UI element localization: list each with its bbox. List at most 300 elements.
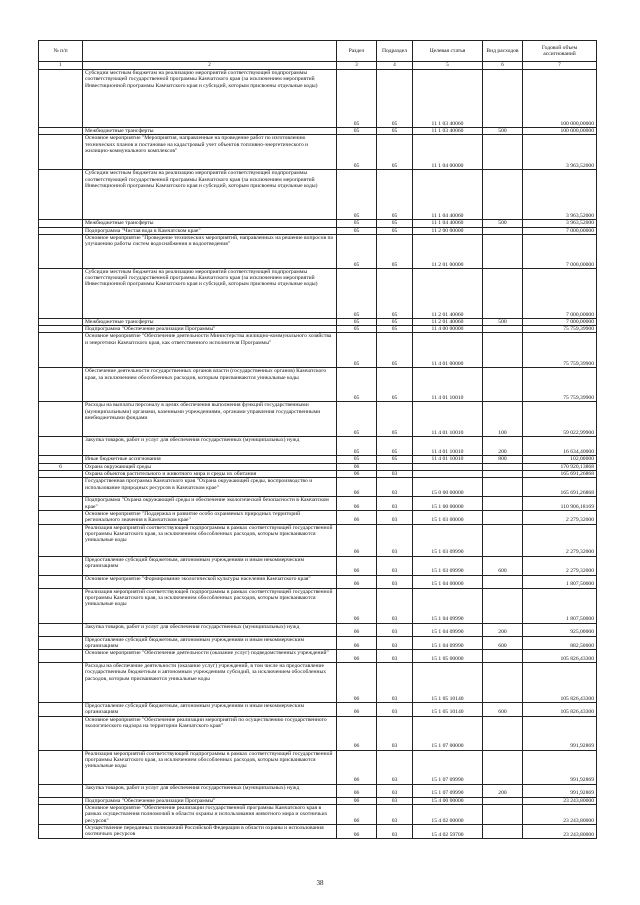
row-amount: 75 759,39900 xyxy=(523,368,597,402)
row-amount: 100 000,00000 xyxy=(523,128,597,135)
row-name: Охрана окружающей среды xyxy=(83,463,337,470)
row-article: 11 2 01 40060 xyxy=(413,268,483,318)
table-row xyxy=(39,588,597,623)
row-num xyxy=(39,234,83,268)
row-amount: 100 000,00000 xyxy=(523,70,597,128)
table-row xyxy=(39,497,597,511)
row-name: Основное мероприятие "Обеспечение деятельности Министерства жилищно-коммунального хозяйства и энергетики Камчатского края, как ответственного исполнителя Программы" xyxy=(83,333,337,368)
row-amount: 59 022,99900 xyxy=(523,402,597,437)
header-type: Вид расходов xyxy=(483,41,523,62)
row-subsection: 03 xyxy=(377,663,413,703)
column-number: 5 xyxy=(413,62,483,70)
row-section: 06 xyxy=(337,805,377,825)
row-article: 11 1 03 40060 xyxy=(413,128,483,135)
row-article: 11 1 04 40060 xyxy=(413,220,483,227)
row-name: Обеспечение деятельности государственных органов власти (государственных органов) Камчатского края, за исключением обособленных расходов, которым присваиваются уникальные коды xyxy=(83,368,337,402)
row-article: 15 1 05 10140 xyxy=(413,703,483,717)
row-subsection: 03 xyxy=(377,750,413,784)
row-subsection xyxy=(377,463,413,470)
row-article: 15 1 03 09990 xyxy=(413,524,483,556)
row-num xyxy=(39,784,83,797)
row-num xyxy=(39,703,83,717)
row-article xyxy=(413,471,483,478)
row-name: Предоставление субсидий бюджетным, автономным учреждениям и иным некоммерческим организациям xyxy=(83,703,337,717)
row-expense-type: 200 xyxy=(483,784,523,797)
table-row xyxy=(39,623,597,636)
row-section: 06 xyxy=(337,471,377,478)
column-number: 4 xyxy=(377,62,413,70)
row-amount: 882,50000 xyxy=(523,636,597,650)
row-num: 6 xyxy=(39,463,83,470)
row-num xyxy=(39,326,83,333)
table-row xyxy=(39,227,597,234)
row-expense-type: 500 xyxy=(483,128,523,135)
column-number: 1 xyxy=(39,62,83,70)
row-expense-type xyxy=(483,70,523,128)
table-row xyxy=(39,825,597,839)
row-section: 06 xyxy=(337,478,377,497)
row-article: 15 1 04 09990 xyxy=(413,588,483,623)
row-name: Основное мероприятие "Формирование экологической культуры населения Камчатского края" xyxy=(83,575,337,588)
row-section: 06 xyxy=(337,463,377,470)
row-name: Основное мероприятие "Обеспечение деятельности (оказание услуг) подведомственных учреждений" xyxy=(83,650,337,663)
row-subsection: 05 xyxy=(377,234,413,268)
row-num xyxy=(39,636,83,650)
row-article: 15 1 03 09990 xyxy=(413,556,483,575)
row-num xyxy=(39,70,83,128)
row-expense-type: 100 xyxy=(483,402,523,437)
row-article: 15 0 00 00000 xyxy=(413,478,483,497)
row-name: Подпрограмма "Чистая вода в Камчатском крае" xyxy=(83,227,337,234)
header-subsection: Подраздел xyxy=(377,41,413,62)
row-section: 05 xyxy=(337,437,377,456)
row-amount: 75 759,39900 xyxy=(523,326,597,333)
row-subsection: 03 xyxy=(377,478,413,497)
row-subsection: 03 xyxy=(377,784,413,797)
row-num xyxy=(39,471,83,478)
row-subsection: 03 xyxy=(377,497,413,511)
row-expense-type: 600 xyxy=(483,703,523,717)
row-expense-type xyxy=(483,333,523,368)
budget-table-container xyxy=(38,40,596,839)
row-expense-type xyxy=(483,663,523,703)
row-name: Межбюджетные трансферты xyxy=(83,318,337,325)
table-row xyxy=(39,575,597,588)
row-name: Предоставление субсидий бюджетным, автономным учреждениям и иным некоммерческим организациям xyxy=(83,636,337,650)
row-num xyxy=(39,368,83,402)
row-amount: 2 279,32000 xyxy=(523,524,597,556)
row-name: Государственная программа Камчатского края "Охрана окружающей среды, воспроизводство и использование природных ресурсов в Камчатском крае" xyxy=(83,478,337,497)
row-section: 06 xyxy=(337,784,377,797)
table-row xyxy=(39,805,597,825)
row-num xyxy=(39,805,83,825)
row-amount: 170 920,13868 xyxy=(523,463,597,470)
row-amount: 105 826,43300 xyxy=(523,650,597,663)
row-subsection: 05 xyxy=(377,326,413,333)
row-subsection: 05 xyxy=(377,170,413,220)
row-section: 05 xyxy=(337,402,377,437)
row-subsection: 05 xyxy=(377,268,413,318)
row-amount: 1 807,50000 xyxy=(523,575,597,588)
row-num xyxy=(39,333,83,368)
row-section: 05 xyxy=(337,456,377,463)
row-section: 05 xyxy=(337,333,377,368)
table-row xyxy=(39,556,597,575)
row-num xyxy=(39,556,83,575)
row-amount: 925,00000 xyxy=(523,623,597,636)
row-amount: 165 691,26868 xyxy=(523,478,597,497)
row-amount: 1 807,50000 xyxy=(523,588,597,623)
table-row xyxy=(39,784,597,797)
row-amount: 23 243,80000 xyxy=(523,825,597,839)
row-subsection: 03 xyxy=(377,510,413,524)
row-num xyxy=(39,227,83,234)
row-subsection: 05 xyxy=(377,220,413,227)
row-subsection: 05 xyxy=(377,318,413,325)
table-row xyxy=(39,135,597,170)
row-name: Межбюджетные трансферты xyxy=(83,128,337,135)
table-row xyxy=(39,797,597,804)
column-number: 7 xyxy=(523,62,597,70)
row-expense-type: 200 xyxy=(483,623,523,636)
row-name: Основное мероприятие "Мероприятия, направленные на проведение работ по изготовлению технических планов и постановке на кадастровый учет объектов топливно-энергетического и жилищно-коммунального комплексов" xyxy=(83,135,337,170)
table-body xyxy=(39,70,597,839)
row-article xyxy=(413,463,483,470)
row-name: Осуществление переданных полномочий Российской Федерации в области охраны и использования охотничьих ресурсов xyxy=(83,825,337,839)
row-num xyxy=(39,318,83,325)
row-expense-type xyxy=(483,326,523,333)
row-name: Реализация мероприятий соответствующей подпрограммы в рамках соответствующей государственной программы Камчатского края, за исключением обособленных расходов, которым присваиваются уникальные коды xyxy=(83,750,337,784)
table-row xyxy=(39,463,597,470)
row-section: 06 xyxy=(337,497,377,511)
table-row xyxy=(39,471,597,478)
row-section: 05 xyxy=(337,220,377,227)
table-row xyxy=(39,268,597,318)
row-article: 15 1 00 00000 xyxy=(413,497,483,511)
row-amount: 105 826,43300 xyxy=(523,703,597,717)
row-expense-type xyxy=(483,368,523,402)
row-amount: 2 279,32000 xyxy=(523,510,597,524)
table-row xyxy=(39,716,597,750)
row-article: 15 4 02 00000 xyxy=(413,805,483,825)
row-num xyxy=(39,497,83,511)
row-subsection: 05 xyxy=(377,456,413,463)
row-article: 15 1 03 00000 xyxy=(413,510,483,524)
row-article: 11 2 00 00000 xyxy=(413,227,483,234)
row-subsection: 05 xyxy=(377,128,413,135)
row-name: Закупка товаров, работ и услуг для обеспечения государственных (муниципальных) нужд xyxy=(83,437,337,456)
table-row xyxy=(39,636,597,650)
row-section: 06 xyxy=(337,716,377,750)
row-num xyxy=(39,663,83,703)
table-header-row xyxy=(39,41,597,62)
row-subsection: 03 xyxy=(377,650,413,663)
row-section: 06 xyxy=(337,588,377,623)
row-article: 11 2 01 40060 xyxy=(413,318,483,325)
row-amount: 165 691,26868 xyxy=(523,471,597,478)
row-amount: 7 000,00000 xyxy=(523,268,597,318)
row-section: 06 xyxy=(337,703,377,717)
row-subsection: 03 xyxy=(377,556,413,575)
row-num xyxy=(39,623,83,636)
row-name: Охрана объектов растительного и животного мира и среды их обитания xyxy=(83,471,337,478)
row-article: 11 4 01 00000 xyxy=(413,333,483,368)
row-amount: 23 243,80000 xyxy=(523,805,597,825)
row-article: 15 1 07 09990 xyxy=(413,784,483,797)
row-section: 06 xyxy=(337,750,377,784)
row-name: Межбюджетные трансферты xyxy=(83,220,337,227)
column-number: 6 xyxy=(483,62,523,70)
row-num xyxy=(39,650,83,663)
header-article: Целевая статья xyxy=(413,41,483,62)
row-num xyxy=(39,220,83,227)
column-number: 3 xyxy=(337,62,377,70)
row-article: 15 1 05 00000 xyxy=(413,650,483,663)
row-expense-type xyxy=(483,510,523,524)
row-name: Реализация мероприятий соответствующей подпрограммы в рамках соответствующей государственной программы Камчатского края, за исключением обособленных расходов, которым присваиваются уникальные коды xyxy=(83,524,337,556)
row-amount: 3 963,52000 xyxy=(523,135,597,170)
row-article: 15 1 07 00000 xyxy=(413,716,483,750)
row-subsection: 03 xyxy=(377,636,413,650)
row-subsection: 03 xyxy=(377,575,413,588)
row-article: 11 1 04 40060 xyxy=(413,170,483,220)
row-expense-type xyxy=(483,478,523,497)
row-article: 11 4 01 10010 xyxy=(413,402,483,437)
row-article: 11 4 00 00000 xyxy=(413,326,483,333)
row-expense-type xyxy=(483,170,523,220)
row-subsection: 03 xyxy=(377,805,413,825)
row-subsection: 05 xyxy=(377,70,413,128)
row-subsection: 05 xyxy=(377,368,413,402)
row-expense-type xyxy=(483,234,523,268)
row-num xyxy=(39,588,83,623)
row-expense-type xyxy=(483,750,523,784)
row-num xyxy=(39,797,83,804)
row-name: Подпрограмма "Обеспечение реализации Программы" xyxy=(83,326,337,333)
table-row xyxy=(39,128,597,135)
row-subsection: 03 xyxy=(377,623,413,636)
row-section: 05 xyxy=(337,135,377,170)
row-amount: 105 826,43300 xyxy=(523,663,597,703)
row-article: 11 4 01 10010 xyxy=(413,456,483,463)
row-section: 06 xyxy=(337,650,377,663)
row-num xyxy=(39,456,83,463)
row-section: 06 xyxy=(337,524,377,556)
row-name: Субсидии местным бюджетам на реализацию мероприятий соответствующей подпрограммы соответствующей государственной программы Камчатского края (за исключением мероприятий Инвестиционной программы Камчатского края и субсидий, которым присвоены отдельные коды) xyxy=(83,170,337,220)
row-num xyxy=(39,716,83,750)
row-name: Подпрограмма "Обеспечение реализации Программы" xyxy=(83,797,337,804)
row-expense-type xyxy=(483,524,523,556)
row-name: Расходы на выплаты персоналу в целях обеспечения выполнения функций государственными (муниципальными) органами, казенными учреждениями, органами управления государственными внебюджетными фондами xyxy=(83,402,337,437)
row-section: 06 xyxy=(337,825,377,839)
row-article: 11 2 01 00000 xyxy=(413,234,483,268)
row-num xyxy=(39,268,83,318)
table-row xyxy=(39,170,597,220)
row-expense-type xyxy=(483,716,523,750)
row-article: 15 1 04 09990 xyxy=(413,623,483,636)
row-amount: 7 000,00000 xyxy=(523,227,597,234)
row-expense-type: 500 xyxy=(483,220,523,227)
row-article: 15 4 02 59700 xyxy=(413,825,483,839)
row-subsection: 03 xyxy=(377,471,413,478)
table-column-number-row xyxy=(39,62,597,70)
row-amount: 991,92869 xyxy=(523,784,597,797)
row-subsection: 03 xyxy=(377,703,413,717)
row-num xyxy=(39,478,83,497)
row-expense-type xyxy=(483,463,523,470)
table-row xyxy=(39,70,597,128)
budget-allocation-table xyxy=(38,40,597,839)
table-row xyxy=(39,456,597,463)
row-name: Закупка товаров, работ и услуг для обеспечения государственных (муниципальных) нужд xyxy=(83,623,337,636)
row-subsection: 05 xyxy=(377,333,413,368)
table-row xyxy=(39,220,597,227)
row-num xyxy=(39,524,83,556)
table-row xyxy=(39,478,597,497)
table-row xyxy=(39,333,597,368)
row-section: 05 xyxy=(337,170,377,220)
row-section: 06 xyxy=(337,575,377,588)
row-section: 05 xyxy=(337,70,377,128)
row-name: Иные бюджетные ассигнования xyxy=(83,456,337,463)
row-section: 05 xyxy=(337,326,377,333)
row-name: Реализация мероприятий соответствующей подпрограммы в рамках соответствующей государственной программы Камчатского края, за исключением обособленных расходов, которым присваиваются уникальные коды xyxy=(83,588,337,623)
row-subsection: 05 xyxy=(377,402,413,437)
row-section: 05 xyxy=(337,318,377,325)
row-num xyxy=(39,402,83,437)
row-article: 11 1 04 00000 xyxy=(413,135,483,170)
row-amount: 2 279,32000 xyxy=(523,556,597,575)
row-section: 06 xyxy=(337,623,377,636)
table-row xyxy=(39,402,597,437)
table-row xyxy=(39,437,597,456)
table-row xyxy=(39,318,597,325)
row-section: 06 xyxy=(337,510,377,524)
row-article: 15 1 07 09990 xyxy=(413,750,483,784)
row-num xyxy=(39,128,83,135)
row-expense-type xyxy=(483,227,523,234)
row-amount: 110 906,18169 xyxy=(523,497,597,511)
row-section: 06 xyxy=(337,636,377,650)
table-row xyxy=(39,234,597,268)
row-name: Подпрограмма "Охрана окружающей среды и обеспечение экологической безопасности в Камчатском крае" xyxy=(83,497,337,511)
row-num xyxy=(39,170,83,220)
row-article: 11 4 01 10010 xyxy=(413,437,483,456)
header-section: Раздел xyxy=(337,41,377,62)
row-amount: 3 963,52000 xyxy=(523,220,597,227)
header-amount: Годовой объем ассигнований xyxy=(523,41,597,62)
row-num xyxy=(39,575,83,588)
row-section: 06 xyxy=(337,663,377,703)
table-row xyxy=(39,750,597,784)
table-row xyxy=(39,703,597,717)
row-subsection: 05 xyxy=(377,135,413,170)
row-section: 05 xyxy=(337,234,377,268)
row-subsection: 03 xyxy=(377,588,413,623)
row-name: Основное мероприятие "Поддержка и развитие особо охраняемых природных территорий регионального значения в Камчатском крае" xyxy=(83,510,337,524)
row-expense-type: 600 xyxy=(483,636,523,650)
row-section: 06 xyxy=(337,797,377,804)
row-amount: 3 963,52000 xyxy=(523,170,597,220)
row-name: Основное мероприятие "Обеспечение реализации мероприятий по осуществлению государственного экологического надзора на территории Камчатского края" xyxy=(83,716,337,750)
row-amount: 23 243,80000 xyxy=(523,797,597,804)
table-row xyxy=(39,510,597,524)
row-expense-type: 200 xyxy=(483,437,523,456)
table-row xyxy=(39,663,597,703)
row-subsection: 05 xyxy=(377,437,413,456)
row-num xyxy=(39,825,83,839)
row-subsection: 03 xyxy=(377,716,413,750)
row-amount: 7 000,00000 xyxy=(523,318,597,325)
row-name: Основное мероприятие "Обеспечение реализации государственной программы Камчатского края в рамках осуществления полномочий в области охраны и использования животного мира и охотничьих ресурсов" xyxy=(83,805,337,825)
row-article: 11 1 03 40060 xyxy=(413,70,483,128)
row-section: 05 xyxy=(337,227,377,234)
column-number: 2 xyxy=(83,62,337,70)
row-expense-type xyxy=(483,588,523,623)
row-subsection: 03 xyxy=(377,524,413,556)
row-name: Закупка товаров, работ и услуг для обеспечения государственных (муниципальных) нужд xyxy=(83,784,337,797)
table-row xyxy=(39,650,597,663)
row-expense-type xyxy=(483,797,523,804)
row-section: 05 xyxy=(337,128,377,135)
row-expense-type xyxy=(483,825,523,839)
row-name: Основное мероприятие "Проведение технических мероприятий, направленных на решение вопросов по улучшению работы систем водоснабжения и водоотведения" xyxy=(83,234,337,268)
row-expense-type: 600 xyxy=(483,556,523,575)
row-amount: 7 000,00000 xyxy=(523,234,597,268)
row-expense-type: 500 xyxy=(483,318,523,325)
row-expense-type xyxy=(483,575,523,588)
row-article: 15 4 00 00000 xyxy=(413,797,483,804)
row-num xyxy=(39,510,83,524)
row-article: 15 1 04 09990 xyxy=(413,636,483,650)
page-number: 38 xyxy=(316,879,324,887)
row-expense-type xyxy=(483,497,523,511)
row-amount: 16 634,40000 xyxy=(523,437,597,456)
row-subsection: 03 xyxy=(377,825,413,839)
row-name: Предоставление субсидий бюджетным, автономным учреждениям и иным некоммерческим организациям xyxy=(83,556,337,575)
header-name xyxy=(83,41,337,62)
row-name: Расходы на обеспечение деятельности (оказание услуг) учреждений, в том числе на предоставление государственным бюджетным и автономным учреждениям субсидий, за исключением обособленных расходов, которым присваиваются уникальные коды xyxy=(83,663,337,703)
row-expense-type xyxy=(483,135,523,170)
row-expense-type xyxy=(483,471,523,478)
row-expense-type xyxy=(483,805,523,825)
row-expense-type: 800 xyxy=(483,456,523,463)
row-num xyxy=(39,750,83,784)
row-amount: 102,00000 xyxy=(523,456,597,463)
row-num xyxy=(39,437,83,456)
row-section: 05 xyxy=(337,268,377,318)
header-num: № п/п xyxy=(39,41,83,62)
row-expense-type xyxy=(483,268,523,318)
table-row xyxy=(39,368,597,402)
row-section: 05 xyxy=(337,368,377,402)
table-row xyxy=(39,524,597,556)
row-subsection: 05 xyxy=(377,227,413,234)
row-amount: 75 759,39900 xyxy=(523,333,597,368)
row-article: 11 4 01 10010 xyxy=(413,368,483,402)
row-expense-type xyxy=(483,650,523,663)
row-name: Субсидии местным бюджетам на реализацию мероприятий соответствующей подпрограммы соответствующей государственной программы Камчатского края (за исключением мероприятий Инвестиционной программы Камчатского края и субсидий, которым присвоены отдельные коды) xyxy=(83,70,337,128)
row-amount: 991,92869 xyxy=(523,750,597,784)
row-section: 06 xyxy=(337,556,377,575)
row-amount: 991,92869 xyxy=(523,716,597,750)
row-article: 15 1 04 00000 xyxy=(413,575,483,588)
row-article: 15 1 05 10140 xyxy=(413,663,483,703)
table-row xyxy=(39,326,597,333)
row-subsection: 03 xyxy=(377,797,413,804)
row-num xyxy=(39,135,83,170)
row-name: Субсидии местным бюджетам на реализацию мероприятий соответствующей подпрограммы соответствующей государственной программы Камчатского края (за исключением мероприятий Инвестиционной программы Камчатского края и субсидий, которым присвоены отдельные коды) xyxy=(83,268,337,318)
